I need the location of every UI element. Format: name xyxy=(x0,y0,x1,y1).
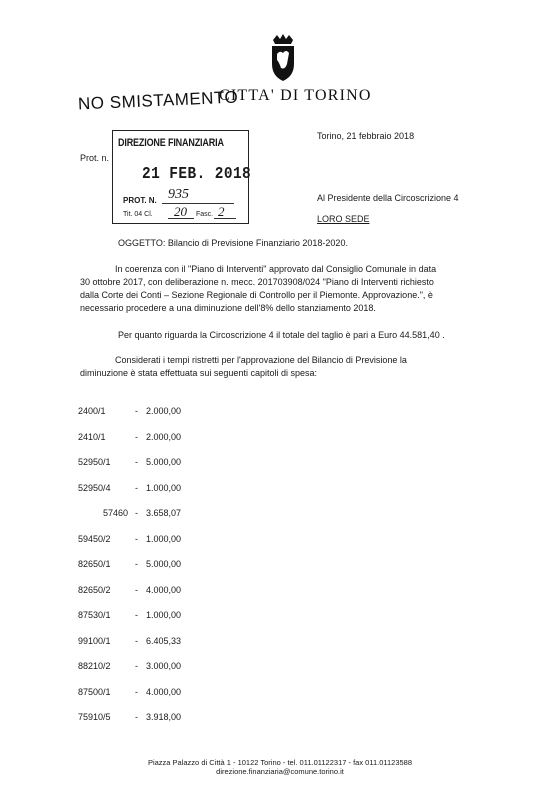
chapter-row xyxy=(78,432,198,444)
chapter-code: 82650/1 xyxy=(78,559,111,569)
recipient-sede: LORO SEDE xyxy=(317,214,370,224)
stamp-date: 21 FEB. 2018 xyxy=(142,165,252,184)
chapter-code: 59450/2 xyxy=(78,534,111,544)
chapter-amount: 3.000,00 xyxy=(146,661,182,671)
chapter-row xyxy=(78,610,198,622)
chapter-row xyxy=(78,559,198,571)
footer-address: Piazza Palazzo di Città 1 - 10122 Torino - tel. 011.01122317 - fax 011.01123588 xyxy=(147,758,413,767)
chapter-dash: - xyxy=(135,508,138,518)
chapter-amount: 3.918,00 xyxy=(146,712,182,722)
no-smistamento-stamp: NO SMISTAMENTO xyxy=(77,87,239,114)
chapter-amount: 1.000,00 xyxy=(146,534,182,544)
chapter-code: 52950/1 xyxy=(78,457,111,467)
stamp-cl-value: 20 xyxy=(174,204,187,219)
stamp-title: DIREZIONE FINANZIARIA xyxy=(118,137,224,149)
subject-line: OGGETTO: Bilancio di Previsione Finanziario 2018-2020. xyxy=(118,238,348,248)
footer-email: direzione.finanziaria@comune.torino.it xyxy=(216,767,344,776)
stamp-prot-label: PROT. N. xyxy=(123,196,157,205)
stamp-prot-value: 935 xyxy=(168,187,189,202)
chapter-amount: 6.405,33 xyxy=(146,636,182,646)
chapter-code: 2400/1 xyxy=(78,406,106,416)
chapter-code: 82650/2 xyxy=(78,585,111,595)
chapter-dash: - xyxy=(135,457,138,467)
chapter-dash: - xyxy=(135,610,138,620)
chapter-row xyxy=(78,534,198,546)
chapter-row xyxy=(78,636,198,648)
chapter-amount: 4.000,00 xyxy=(146,687,182,697)
protocol-label: Prot. n. xyxy=(80,153,110,163)
chapter-dash: - xyxy=(135,406,138,416)
chapter-row xyxy=(78,508,198,520)
chapter-amount: 2.000,00 xyxy=(146,406,182,416)
chapter-dash: - xyxy=(135,712,138,722)
city-crest-logo xyxy=(268,34,298,82)
chapter-dash: - xyxy=(135,534,138,544)
chapter-dash: - xyxy=(135,559,138,569)
chapter-amount: 5.000,00 xyxy=(146,457,182,467)
chapter-row xyxy=(78,585,198,597)
chapter-row xyxy=(78,687,198,699)
chapter-code: 87500/1 xyxy=(78,687,111,697)
chapter-row xyxy=(78,712,198,724)
chapter-amount: 1.000,00 xyxy=(146,483,182,493)
paragraph-2: Per quanto riguarda la Circoscrizione 4 il totale del taglio è pari a Euro 44.581,40 . xyxy=(118,330,445,340)
chapter-code: 2410/1 xyxy=(78,432,106,442)
paragraph-3: Considerati i tempi ristretti per l'approvazione del Bilancio di Previsione la diminuzione è stata effettuata sui seguenti capitoli di spesa: xyxy=(80,355,407,378)
recipient-line: Al Presidente della Circoscrizione 4 xyxy=(317,193,459,203)
chapter-code: 57460 xyxy=(102,508,128,518)
chapter-dash: - xyxy=(135,661,138,671)
city-name-heading: CITTA' DI TORINO xyxy=(219,87,372,104)
place-date: Torino, 21 febbraio 2018 xyxy=(317,131,415,141)
stamp-fasc-value: 2 xyxy=(218,204,225,219)
chapter-amount: 2.000,00 xyxy=(146,432,182,442)
chapter-dash: - xyxy=(135,483,138,493)
chapter-amount: 1.000,00 xyxy=(146,610,182,620)
chapter-amount: 3.658,07 xyxy=(146,508,182,518)
chapter-dash: - xyxy=(135,687,138,697)
chapter-dash: - xyxy=(135,636,138,646)
stamp-tit-label: Tit. 04 Cl. xyxy=(123,211,153,218)
chapter-code: 87530/1 xyxy=(78,610,111,620)
chapter-code: 52950/4 xyxy=(78,483,111,493)
chapter-row xyxy=(78,661,198,673)
chapter-amount: 4.000,00 xyxy=(146,585,182,595)
paragraph-1: In coerenza con il "Piano di Interventi" approvato dal Consiglio Comunale in data 30 ottobre 2017, con deliberazione n. mecc. 201703908/024 "Piano di Interventi richiesto dalla Corte dei Conti – Sezione Regionale di Controllo per il Piemonte. Approvazione.", è necessario procedere a una diminuzione dell'8% dello stanziamento 2018. xyxy=(80,264,437,313)
chapter-row xyxy=(78,406,198,418)
chapter-code: 75910/5 xyxy=(78,712,111,722)
stamp-fasc-label: Fasc. xyxy=(196,211,214,218)
chapter-code: 99100/1 xyxy=(78,636,111,646)
chapter-dash: - xyxy=(135,585,138,595)
chapter-row xyxy=(78,457,198,469)
chapter-row xyxy=(78,483,198,495)
chapter-code: 88210/2 xyxy=(78,661,111,671)
chapter-amount: 5.000,00 xyxy=(146,559,182,569)
chapter-dash: - xyxy=(135,432,138,442)
